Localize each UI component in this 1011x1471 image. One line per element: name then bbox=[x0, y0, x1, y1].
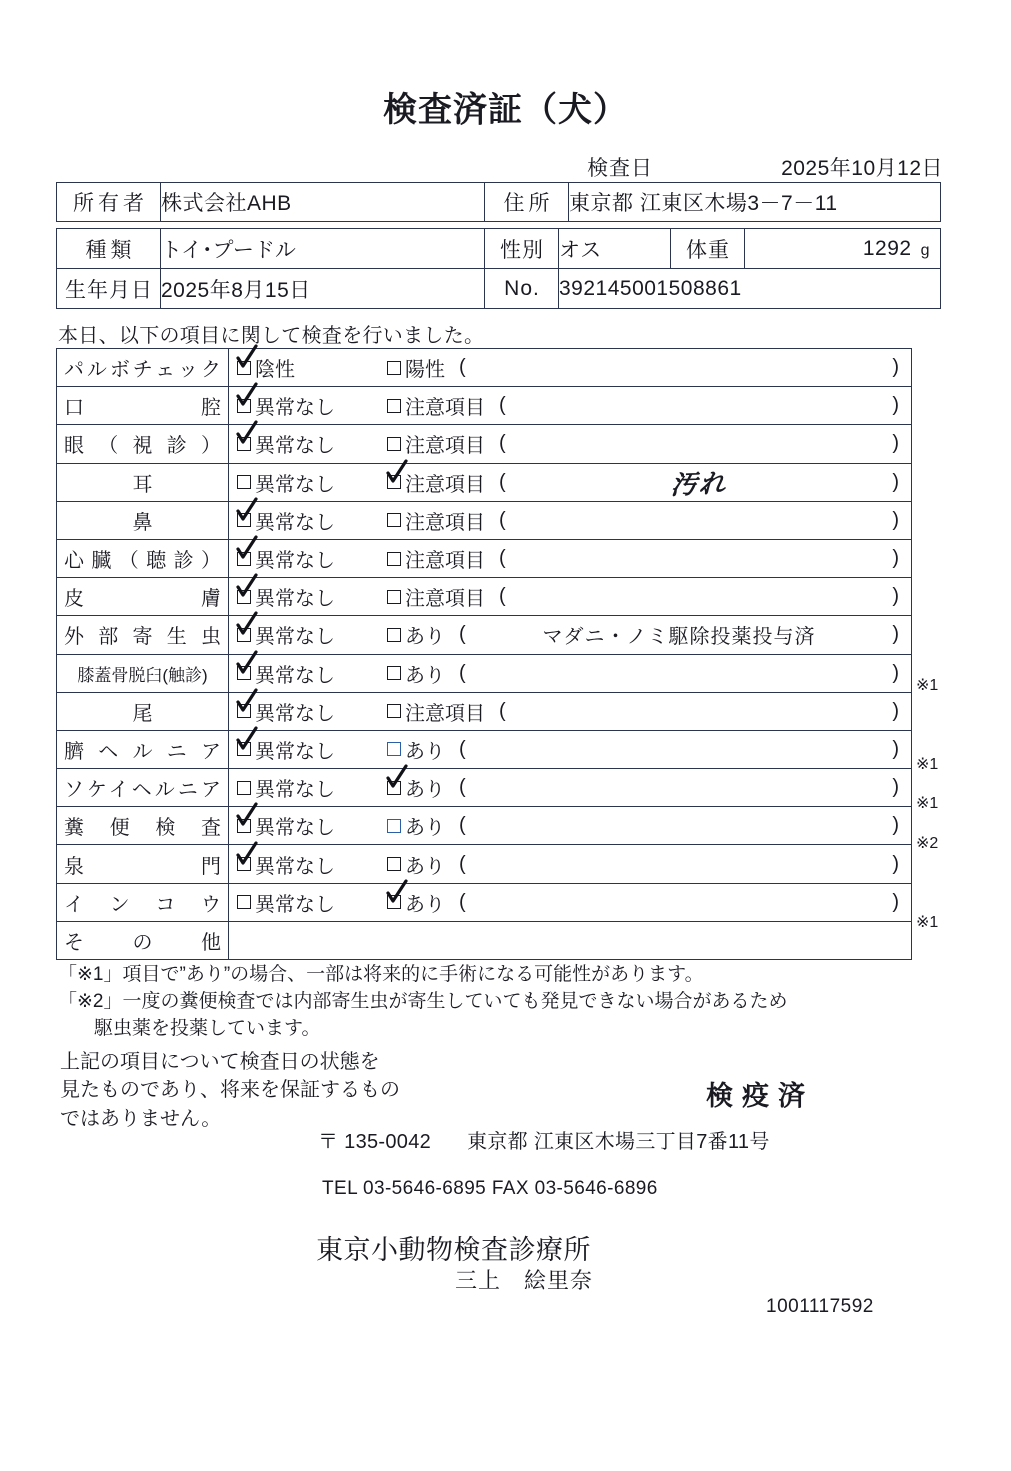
item-note-text bbox=[506, 464, 893, 501]
checkbox-icon bbox=[237, 590, 251, 604]
item-note-field[interactable] bbox=[445, 891, 911, 914]
paren-close: ) bbox=[892, 737, 899, 760]
item-label: パルボチェック bbox=[57, 349, 229, 387]
clinic-zip: 〒 135-0042 bbox=[318, 1131, 432, 1153]
checkbox-option-1[interactable] bbox=[237, 429, 387, 458]
checkbox-icon bbox=[237, 628, 251, 642]
checkbox-icon bbox=[237, 437, 251, 451]
checkbox-label: 注意項目 bbox=[405, 588, 485, 611]
item-options bbox=[229, 921, 912, 959]
sex-label: 性別 bbox=[485, 229, 559, 269]
inspection-row bbox=[57, 807, 912, 845]
item-options bbox=[229, 463, 912, 501]
checkbox-option-2[interactable] bbox=[387, 429, 485, 458]
checkbox-icon bbox=[237, 361, 251, 375]
item-label: 外部寄生虫 bbox=[57, 616, 229, 654]
item-options bbox=[229, 845, 912, 883]
item-label: インコウ bbox=[57, 883, 229, 921]
checkbox-icon bbox=[237, 819, 251, 833]
checkbox-option-1[interactable] bbox=[237, 353, 387, 382]
paren-open: ( bbox=[499, 585, 506, 608]
item-label: 心臓（聴診） bbox=[57, 539, 229, 577]
checkbox-label: 異常なし bbox=[255, 893, 335, 916]
inspection-row bbox=[57, 578, 912, 616]
item-note-field[interactable] bbox=[485, 432, 911, 455]
item-options bbox=[229, 425, 912, 463]
checkbox-icon bbox=[387, 895, 401, 909]
item-note-field[interactable] bbox=[485, 509, 911, 532]
item-options bbox=[229, 883, 912, 921]
checkbox-label: 異常なし bbox=[255, 855, 335, 878]
checkbox-label: 異常なし bbox=[255, 588, 335, 611]
checkbox-icon bbox=[387, 399, 401, 413]
item-note-field[interactable] bbox=[445, 814, 911, 837]
footnote-marks-column bbox=[916, 348, 986, 982]
checkbox-label: あり bbox=[405, 855, 445, 878]
checkbox-label: あり bbox=[405, 664, 445, 687]
item-note-field[interactable] bbox=[485, 585, 911, 608]
item-options bbox=[229, 387, 912, 425]
checkbox-option-1[interactable] bbox=[237, 582, 387, 611]
inspection-row bbox=[57, 845, 912, 883]
paren-close: ) bbox=[892, 852, 899, 875]
checkbox-option-2[interactable] bbox=[387, 544, 485, 573]
disclaimer bbox=[60, 1048, 400, 1133]
footnote-mark: ※1 bbox=[916, 755, 939, 773]
footnote-2: 「※2」一度の糞便検査では内部寄生虫が寄生していても発見できない場合があるため bbox=[58, 990, 788, 1012]
item-label: 糞便検査 bbox=[57, 807, 229, 845]
paren-close: ) bbox=[892, 432, 899, 455]
clinic-name: 東京小動物検査診療所 bbox=[316, 1235, 591, 1265]
footnote-mark bbox=[916, 942, 986, 982]
footnote-mark bbox=[916, 467, 986, 507]
paren-open: ( bbox=[459, 890, 466, 913]
checkbox-icon bbox=[237, 513, 251, 527]
checkbox-option-2[interactable] bbox=[387, 697, 485, 726]
checkbox-option-1[interactable] bbox=[237, 391, 387, 420]
inspection-row bbox=[57, 387, 912, 425]
checkbox-option-2[interactable] bbox=[387, 506, 485, 535]
checkbox-icon bbox=[387, 437, 401, 451]
item-options bbox=[229, 501, 912, 539]
checkbox-label: 陽性 bbox=[405, 359, 445, 382]
footnote-1: 「※1」項目で”あり”の場合、一部は将来的に手術になる可能性があります。 bbox=[58, 964, 704, 985]
paren-close: ) bbox=[892, 776, 899, 799]
veterinarian-name: 三上 絵里奈 bbox=[455, 1268, 594, 1293]
weight-value bbox=[745, 229, 941, 269]
address-value: 東京都 江東区木場3－7－11 bbox=[569, 183, 941, 222]
paren-close: ) bbox=[892, 585, 899, 608]
checkbox-option-1[interactable] bbox=[237, 850, 387, 879]
checkbox-label: あり bbox=[405, 779, 445, 802]
item-options bbox=[229, 807, 912, 845]
reference-number: 1001117592 bbox=[766, 1296, 874, 1317]
checkbox-option-1[interactable] bbox=[237, 697, 387, 726]
checkbox-icon bbox=[387, 742, 401, 756]
checkbox-option-2[interactable] bbox=[387, 468, 485, 497]
checkbox-option-2[interactable] bbox=[387, 659, 445, 688]
checkbox-option-1[interactable] bbox=[237, 544, 387, 573]
paren-open: ( bbox=[459, 852, 466, 875]
clinic-address bbox=[318, 1125, 770, 1154]
checkbox-label: 注意項目 bbox=[405, 702, 485, 725]
footnote-mark bbox=[916, 388, 986, 428]
checkbox-icon bbox=[387, 361, 401, 375]
disclaimer-line-3: ではありません。 bbox=[60, 1107, 222, 1130]
item-label: ソケイヘルニア bbox=[57, 769, 229, 807]
checkbox-option-1[interactable] bbox=[237, 888, 387, 917]
dob-value: 2025年8月15日 bbox=[161, 269, 485, 309]
inspection-row bbox=[57, 769, 912, 807]
checkbox-label: 異常なし bbox=[255, 511, 335, 534]
checkbox-option-2[interactable] bbox=[387, 811, 445, 840]
no-label: No. bbox=[485, 269, 559, 309]
item-label: その他 bbox=[57, 921, 229, 959]
disclaimer-line-2: 見たものであり、将来を保証するもの bbox=[60, 1079, 400, 1102]
sex-value: オス bbox=[559, 229, 671, 269]
checkbox-option-1[interactable] bbox=[237, 735, 387, 764]
item-options bbox=[229, 539, 912, 577]
footnote-mark: ※2 bbox=[916, 834, 939, 852]
inspection-row bbox=[57, 539, 912, 577]
inspection-row bbox=[57, 730, 912, 768]
checkbox-option-2[interactable] bbox=[387, 353, 445, 382]
checkbox-label: 異常なし bbox=[255, 473, 335, 496]
checkbox-icon bbox=[387, 628, 401, 642]
footnote-mark bbox=[916, 625, 986, 665]
footnote-2-cont: 駆虫薬を投薬しています。 bbox=[94, 1017, 321, 1039]
item-options bbox=[229, 730, 912, 768]
footnote-mark bbox=[916, 348, 986, 388]
checkbox-icon bbox=[387, 513, 401, 527]
checkbox-icon bbox=[387, 857, 401, 871]
paren-open: ( bbox=[459, 356, 466, 379]
checkbox-label: 注意項目 bbox=[405, 435, 485, 458]
address-label: 住所 bbox=[485, 183, 569, 222]
footnote-mark: ※1 bbox=[916, 914, 939, 932]
paren-close: ) bbox=[892, 356, 899, 379]
inspection-row bbox=[57, 921, 912, 959]
paren-close: ) bbox=[892, 394, 899, 417]
checkbox-label: 注意項目 bbox=[405, 473, 485, 496]
checkbox-icon bbox=[237, 857, 251, 871]
item-label: 口 腔 bbox=[57, 387, 229, 425]
inspection-row bbox=[57, 463, 912, 501]
item-label: 鼻 bbox=[57, 501, 229, 539]
footnote-mark: ※1 bbox=[916, 795, 939, 813]
item-options bbox=[229, 654, 912, 692]
checkbox-icon bbox=[387, 666, 401, 680]
checkbox-option-2[interactable] bbox=[387, 391, 485, 420]
checkbox-icon bbox=[237, 552, 251, 566]
paren-close: ) bbox=[892, 890, 899, 913]
inspection-row bbox=[57, 501, 912, 539]
paren-open: ( bbox=[459, 737, 466, 760]
page-title: 検査済証（犬） bbox=[383, 91, 628, 129]
checkbox-icon bbox=[387, 704, 401, 718]
inspection-row bbox=[57, 883, 912, 921]
inspection-row bbox=[57, 692, 912, 730]
checkbox-label: 異常なし bbox=[255, 626, 335, 649]
checkbox-label: 注意項目 bbox=[405, 550, 485, 573]
owner-label: 所有者 bbox=[57, 183, 161, 222]
weight-label: 体重 bbox=[671, 229, 745, 269]
clinic-address-text: 東京都 江東区木場三丁目7番11号 bbox=[467, 1131, 770, 1153]
footnotes bbox=[58, 962, 788, 1043]
paren-open: ( bbox=[499, 547, 506, 570]
checkbox-option-2[interactable] bbox=[387, 773, 445, 802]
handwritten-note: 汚れ bbox=[669, 468, 728, 501]
footnote-mark bbox=[916, 546, 986, 586]
paren-open: ( bbox=[459, 814, 466, 837]
inspection-items-table bbox=[56, 348, 912, 960]
checkbox-label: 注意項目 bbox=[405, 511, 485, 534]
breed-label: 種類 bbox=[57, 229, 161, 269]
inspection-row bbox=[57, 654, 912, 692]
paren-close: ) bbox=[892, 547, 899, 570]
checkbox-icon bbox=[237, 781, 251, 795]
paren-close: ) bbox=[892, 814, 899, 837]
checkbox-label: 陰性 bbox=[255, 359, 295, 382]
checkbox-icon bbox=[387, 552, 401, 566]
item-label: 眼（視診） bbox=[57, 425, 229, 463]
item-note-field[interactable] bbox=[445, 776, 911, 799]
item-note-field[interactable] bbox=[445, 738, 911, 761]
item-options bbox=[229, 349, 912, 387]
checkbox-icon bbox=[237, 666, 251, 680]
item-options bbox=[229, 616, 912, 654]
owner-table bbox=[56, 182, 941, 222]
checkbox-label: あり bbox=[405, 740, 445, 763]
checkbox-option-1[interactable] bbox=[237, 506, 387, 535]
dob-row bbox=[57, 269, 941, 309]
checkbox-label: 異常なし bbox=[255, 664, 335, 687]
item-label: 皮 膚 bbox=[57, 578, 229, 616]
checkbox-label: 異常なし bbox=[255, 740, 335, 763]
exam-date-label: 検査日 bbox=[587, 157, 654, 180]
weight-unit: g bbox=[920, 241, 930, 259]
footnote-mark: ※1 bbox=[916, 676, 939, 694]
owner-value: 株式会社AHB bbox=[161, 183, 485, 222]
checkbox-option-2[interactable] bbox=[387, 620, 445, 649]
item-label: 耳 bbox=[57, 463, 229, 501]
checkbox-label: あり bbox=[405, 893, 445, 916]
no-value: 392145001508861 bbox=[559, 269, 941, 309]
checkbox-option-2[interactable] bbox=[387, 735, 445, 764]
checkbox-icon bbox=[237, 475, 251, 489]
paren-open: ( bbox=[499, 432, 506, 455]
checkbox-label: あり bbox=[405, 626, 445, 649]
checkbox-option-1[interactable] bbox=[237, 811, 387, 840]
item-label: 臍ヘルニア bbox=[57, 730, 229, 768]
item-note-field[interactable] bbox=[445, 356, 911, 379]
weight-number: 1292 bbox=[862, 236, 912, 260]
checkbox-label: 注意項目 bbox=[405, 397, 485, 420]
owner-row bbox=[57, 183, 941, 222]
checkbox-option-2[interactable] bbox=[387, 582, 485, 611]
item-label: 尾 bbox=[57, 692, 229, 730]
item-note-field[interactable] bbox=[445, 620, 911, 649]
checkbox-option-1[interactable] bbox=[237, 620, 387, 649]
inspection-row bbox=[57, 616, 912, 654]
exam-date bbox=[0, 152, 943, 182]
footnote-mark bbox=[916, 863, 986, 903]
checkbox-option-1[interactable] bbox=[237, 468, 387, 497]
clinic-tel-fax: TEL 03-5646-6895 FAX 03-5646-6896 bbox=[322, 1178, 658, 1199]
item-note-field[interactable] bbox=[485, 394, 911, 417]
checkbox-icon bbox=[387, 475, 401, 489]
paren-open: ( bbox=[499, 394, 506, 417]
footnote-mark bbox=[916, 427, 986, 467]
checkbox-icon bbox=[237, 742, 251, 756]
checkbox-option-2[interactable] bbox=[387, 850, 445, 879]
footnote-mark bbox=[916, 586, 986, 626]
paren-open: ( bbox=[459, 661, 466, 684]
dob-label: 生年月日 bbox=[57, 269, 161, 309]
animal-info-table bbox=[56, 228, 941, 309]
checkbox-icon bbox=[237, 399, 251, 413]
exam-date-value: 2025年10月12日 bbox=[781, 157, 943, 180]
checkbox-label: 異常なし bbox=[255, 397, 335, 420]
checkbox-option-2[interactable] bbox=[387, 888, 445, 917]
paren-open: ( bbox=[499, 508, 506, 531]
checkbox-label: 異常なし bbox=[255, 435, 335, 458]
item-label: 泉 門 bbox=[57, 845, 229, 883]
quarantine-stamp: 検疫済 bbox=[706, 1081, 814, 1111]
paren-close: ) bbox=[892, 623, 899, 646]
item-note-field[interactable] bbox=[485, 700, 911, 723]
breed-row bbox=[57, 229, 941, 269]
item-options bbox=[229, 692, 912, 730]
paren-open: ( bbox=[499, 699, 506, 722]
inspection-row bbox=[57, 425, 912, 463]
paren-close: ) bbox=[892, 699, 899, 722]
checkbox-label: 異常なし bbox=[255, 702, 335, 725]
breed-value: トイ･プードル bbox=[161, 229, 485, 269]
paren-close: ) bbox=[892, 470, 899, 493]
item-note-field[interactable] bbox=[445, 662, 911, 685]
checkbox-label: 異常なし bbox=[255, 550, 335, 573]
item-label: 膝蓋骨脱臼(触診) bbox=[57, 654, 229, 692]
checkbox-icon bbox=[387, 819, 401, 833]
paren-close: ) bbox=[892, 661, 899, 684]
item-note-field[interactable] bbox=[445, 853, 911, 876]
checkbox-icon bbox=[387, 590, 401, 604]
checkbox-label: 異常なし bbox=[255, 779, 335, 802]
footnote-mark bbox=[916, 506, 986, 546]
paren-open: ( bbox=[459, 776, 466, 799]
paren-close: ) bbox=[892, 508, 899, 531]
checkbox-label: 異常なし bbox=[255, 817, 335, 840]
item-note-text: マダニ・ノミ駆除投薬投与済 bbox=[542, 626, 816, 649]
paren-open: ( bbox=[459, 623, 466, 646]
disclaimer-line-1: 上記の項目について検査日の状態を bbox=[60, 1051, 380, 1073]
item-note-field[interactable] bbox=[485, 464, 911, 501]
intro-text: 本日、以下の項目に関して検査を行いました。 bbox=[58, 325, 485, 347]
item-options bbox=[229, 769, 912, 807]
checkbox-icon bbox=[237, 895, 251, 909]
checkbox-icon bbox=[387, 781, 401, 795]
paren-open: ( bbox=[499, 470, 506, 493]
checkbox-label: あり bbox=[405, 817, 445, 840]
footnote-mark bbox=[916, 704, 986, 744]
checkbox-option-1[interactable] bbox=[237, 773, 387, 802]
checkbox-icon bbox=[237, 704, 251, 718]
checkbox-option-1[interactable] bbox=[237, 659, 387, 688]
item-note-field[interactable] bbox=[485, 547, 911, 570]
item-options bbox=[229, 578, 912, 616]
inspection-row bbox=[57, 349, 912, 387]
